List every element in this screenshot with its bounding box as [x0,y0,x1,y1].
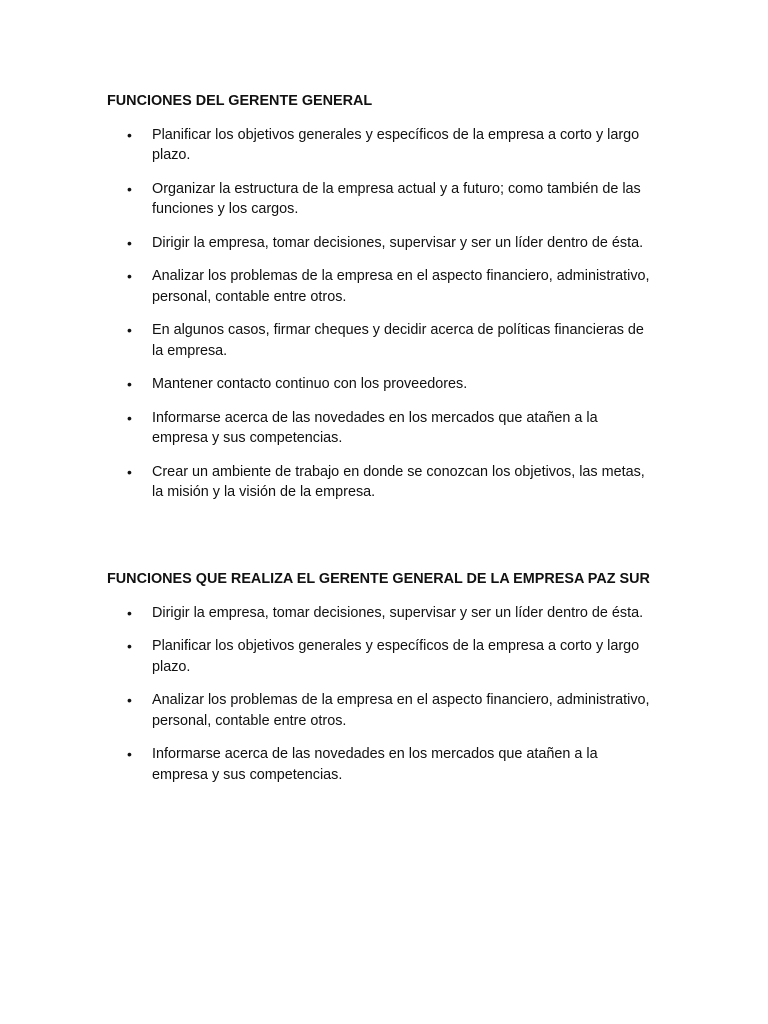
bullet-icon: • [127,234,132,251]
list-item [107,374,652,395]
list-item-text: Planificar los objetivos generales y específicos de la empresa a corto y largo plazo. [152,638,640,675]
bullet-list [107,125,652,503]
bullet-icon: • [127,376,132,392]
bullet-icon: • [127,604,132,621]
list-item [107,690,652,731]
bullet-icon: • [127,692,132,708]
list-item [107,266,652,307]
bullet-icon: • [127,409,132,426]
list-item-text: Dirigir la empresa, tomar decisiones, supervisar y ser un líder dentro de ésta. [152,234,644,251]
bullet-icon: • [127,268,132,284]
bullet-list [107,603,652,786]
section-heading: FUNCIONES QUE REALIZA EL GERENTE GENERAL DE LA EMPRESA PAZ SUR [107,571,650,587]
list-item-text: Planificar los objetivos generales y específicos de la empresa a corto y largo plazo. [152,126,640,163]
list-item-text: Informarse acerca de las novedades en los mercados que atañen a la empresa y sus competencias. [152,409,598,446]
list-item [107,636,652,677]
section-funciones-paz-sur [107,569,652,798]
list-item-text: Informarse acerca de las novedades en los mercados que atañen a la empresa y sus competencias. [152,746,598,783]
list-item [107,603,652,624]
list-item [107,179,652,220]
section-heading: FUNCIONES DEL GERENTE GENERAL [107,93,373,109]
bullet-icon: • [127,126,132,143]
list-item [107,320,652,361]
list-item [107,408,652,449]
list-item [107,233,652,254]
list-item-text: Crear un ambiente de trabajo en donde se conozcan los objetivos, las metas, la misión y la visión de la empresa. [152,463,645,500]
list-item-text: Mantener contacto continuo con los proveedores. [152,376,468,392]
list-item [107,744,652,785]
list-item-text: Organizar la estructura de la empresa actual y a futuro; como también de las funciones y los cargos. [152,180,641,217]
section-funciones-gerente [107,91,652,516]
list-item [107,125,652,166]
bullet-icon: • [127,322,132,338]
list-item-text: En algunos casos, firmar cheques y decidir acerca de políticas financieras de la empresa. [152,322,644,359]
bullet-icon: • [127,746,132,762]
bullet-icon: • [127,463,132,480]
bullet-icon: • [127,638,132,654]
bullet-icon: • [127,180,132,197]
list-item-text: Analizar los problemas de la empresa en el aspecto financiero, administrativo, personal, contable entre otros. [152,268,650,305]
list-item [107,462,652,503]
list-item-text: Analizar los problemas de la empresa en el aspecto financiero, administrativo, personal, contable entre otros. [152,692,650,729]
list-item-text: Dirigir la empresa, tomar decisiones, supervisar y ser un líder dentro de ésta. [152,604,644,621]
